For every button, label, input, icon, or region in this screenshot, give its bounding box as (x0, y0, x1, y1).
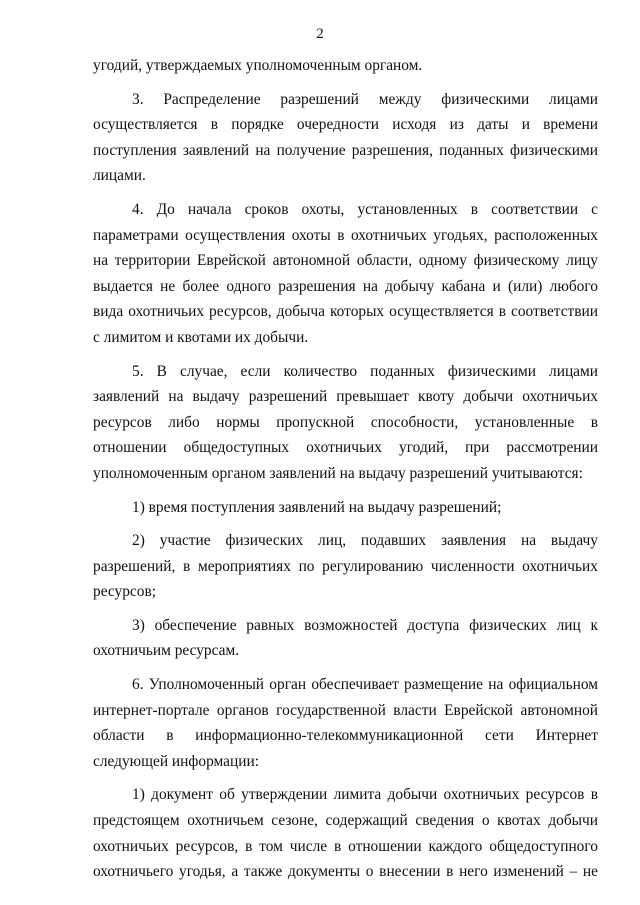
paragraph-item-6: 6. Уполномоченный орган обеспечивает размещение на официальном интернет-портале органов государственной власти Еврейской автономной области в информационно-телекоммуникационной сети Интернет следующей информации: (93, 676, 598, 770)
page-number: 2 (316, 26, 324, 42)
subitem-5-3: 3) обеспечение равных возможностей доступа физических лиц к охотничьим ресурсам. (93, 616, 598, 660)
paragraph-item-3: 3. Распределение разрешений между физическими лицами осуществляется в порядке очередности исходя из даты и времени поступления заявлений на получение разрешения, поданных физическими лицами. (93, 90, 598, 185)
subitem-5-1: 1) время поступления заявлений на выдачу разрешений; (132, 498, 502, 516)
subitem-6-1: 1) документ об утверждении лимита добычи охотничьих ресурсов в предстоящем охотничьем сезоне, содержащий сведения о квотах добычи охотничьих ресурсов, в том числе в отношении каждого общедоступного охотничьего угодья, а также документы о внесении в него изменений – не (93, 786, 598, 881)
paragraph-item-4: 4. До начала сроков охоты, установленных в соответствии с параметрами осуществления охоты в охотничьих угодьях, расположенных на территории Еврейской автономной области, одному физическому лицу выдается не более одного разрешения на добычу кабана и (или) любого вида охотничьих ресурсов, добыча которых осуществляется в соответствии с лимитом и квотами их добычи. (93, 200, 598, 346)
subitem-5-2: 2) участие физических лиц, подавших заявления на выдачу разрешений, в мероприятиях по регулированию численности охотничьих ресурсов; (93, 532, 598, 601)
paragraph-continuation: угодий, утверждаемых уполномоченным органом. (93, 57, 423, 74)
document-body (93, 53, 598, 885)
paragraph-item-5: 5. В случае, если количество поданных физическими лицами заявлений на выдачу разрешений превышает квоту добычи охотничьих ресурсов либо нормы пропускной способности, установленные в отношении общедоступных охотничьих угодий, при рассмотрении уполномоченным органом заявлений на выдачу разрешений учитываются: (93, 362, 598, 482)
